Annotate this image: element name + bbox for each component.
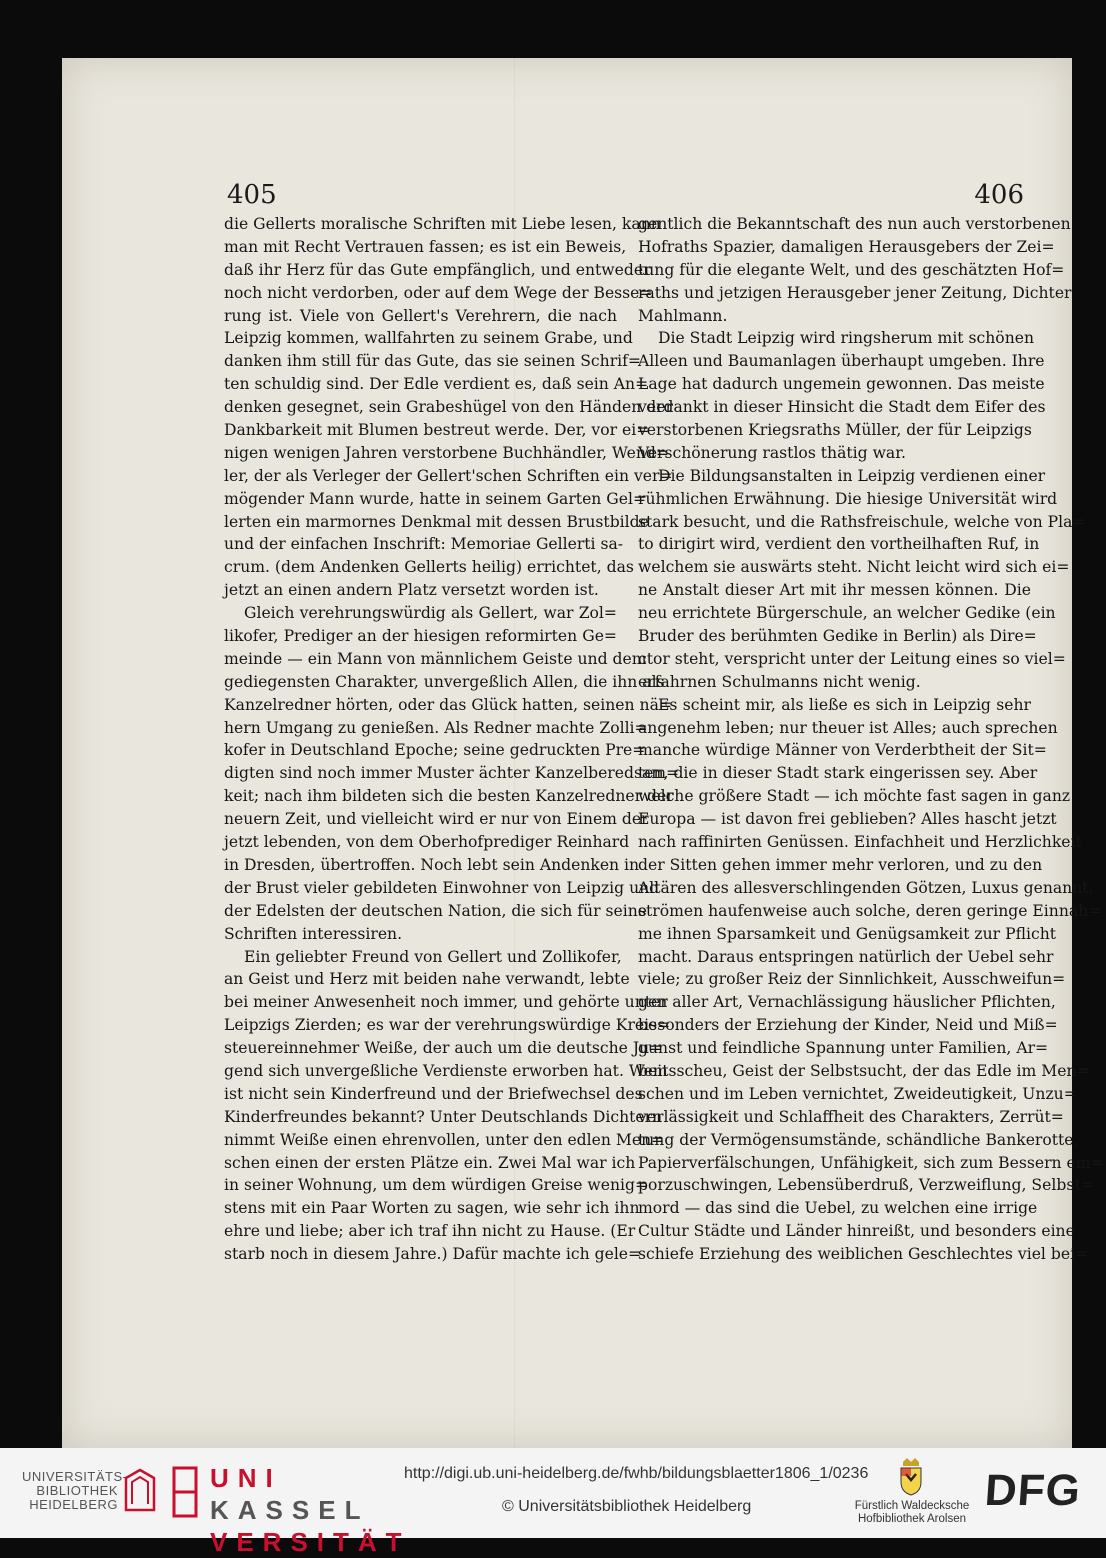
dfg-logo-text: DFG: [983, 1466, 1083, 1515]
waldeck-crest-icon: [897, 1456, 925, 1496]
text-line: bei meiner Anwesenheit noch immer, und gehörte unter: [224, 993, 668, 1012]
text-line: stens mit ein Paar Worten zu sagen, wie sehr ich ihn: [224, 1199, 640, 1218]
right-page-text: [638, 213, 1104, 1266]
text-line: nigen wenigen Jahren verstorbene Buchhändler, Wend=: [224, 443, 669, 462]
text-line: erfahrnen Schulmanns nicht wenig.: [638, 672, 921, 691]
text-line: Mahlmann.: [638, 306, 728, 325]
text-line: jetzt an einen andern Platz versetzt worden ist.: [224, 581, 599, 600]
text-line: Dankbarkeit mit Blumen bestreut werde. Der, vor ei=: [224, 421, 650, 440]
text-line: steuereinnehmer Weiße, der auch um die deutsche Ju=: [224, 1039, 663, 1058]
text-line: mord — das sind die Uebel, zu welchen eine irrige: [638, 1199, 1038, 1218]
text-line: Kanzelredner hörten, oder das Glück hatten, seinen nä=: [224, 695, 672, 714]
text-line: meinde — ein Mann von männlichem Geiste und dem: [224, 649, 647, 668]
text-line: schen einen der ersten Plätze ein. Zwei Mal war ich: [224, 1153, 636, 1172]
text-line: Papierverfälschungen, Unfähigkeit, sich zum Bessern em=: [638, 1153, 1104, 1172]
text-line: ler, der als Verleger der Gellert'schen Schriften ein ver=: [224, 466, 673, 485]
text-line: danken ihm still für das Gute, das sie seinen Schrif=: [224, 352, 641, 371]
text-line: Es scheint mir, als ließe es sich in Leipzig sehr: [658, 695, 1031, 714]
uni-kassel-logo[interactable]: [210, 1462, 411, 1558]
text-line: Ein geliebter Freund von Gellert und Zollikofer,: [244, 947, 622, 966]
text-line: manche würdige Männer von Verderbtheit der Sit=: [638, 741, 1047, 760]
text-line: rühmlichen Erwähnung. Die hiesige Universität wird: [638, 489, 1058, 508]
text-line: daß ihr Herz für das Gute empfänglich, und entweder: [224, 260, 651, 279]
text-line: noch nicht verdorben, oder auf dem Wege der Besse=: [224, 283, 653, 302]
text-line: gend sich unvergeßliche Verdienste erworben hat. Wem: [224, 1061, 668, 1080]
text-line: likofer, Prediger an der hiesigen reformirten Ge=: [224, 627, 617, 646]
waldeck-line: Hofbibliothek Arolsen: [857, 1513, 967, 1525]
text-line: neuern Zeit, und vielleicht wird er nur von Einem der: [224, 810, 649, 829]
waldeck-library-logo[interactable]: [842, 1500, 982, 1526]
text-line: an Geist und Herz mit beiden nahe verwandt, lebte: [224, 970, 630, 989]
text-line: lerten ein marmornes Denkmal mit dessen Brustbilde: [224, 512, 649, 531]
text-line: Leipzigs Zierden; es war der verehrungswürdige Kreis=: [224, 1016, 671, 1035]
text-line: ten schuldig sind. Der Edle verdient es, daß sein An=: [224, 375, 649, 394]
text-line: angenehm leben; nur theuer ist Alles; auch sprechen: [638, 718, 1058, 737]
text-line: ehre und liebe; aber ich traf ihn nicht zu Hause. (Er: [224, 1222, 636, 1241]
text-line: digten sind noch immer Muster ächter Kanzelberedsam=: [224, 764, 680, 783]
text-line: welchem sie auswärts steht. Nicht leicht wird sich ei=: [638, 558, 1070, 577]
text-line: Alleen und Baumanlagen überhaupt umgeben. Ihre: [638, 352, 1045, 371]
text-line: starb noch in diesem Jahre.) Dafür machte ich gele=: [224, 1245, 642, 1264]
uni-heidelberg-line: HEIDELBERG: [29, 1497, 118, 1512]
text-line: in seiner Wohnung, um dem würdigen Greise wenig=: [224, 1176, 649, 1195]
uni-kassel-mark-icon: [170, 1464, 200, 1520]
heidelberg-seal-icon: [122, 1468, 158, 1514]
dfg-logo[interactable]: [985, 1466, 1081, 1516]
text-line: der Brust vieler gebildeten Einwohner von Leipzig und: [224, 878, 660, 897]
text-line: welche größere Stadt — ich möchte fast sagen in ganz: [638, 787, 1071, 806]
permalink[interactable]: http://digi.ub.uni-heidelberg.de/fwhb/bildungsblaetter1806_1/0236: [404, 1465, 869, 1482]
text-line: die Gellerts moralische Schriften mit Liebe lesen, kann: [224, 215, 661, 233]
text-line: me ihnen Sparsamkeit und Genügsamkeit zur Pflicht: [638, 924, 1057, 943]
text-line: man mit Recht Vertrauen fassen; es ist ein Beweis,: [224, 237, 627, 256]
text-line: gediegensten Charakter, unvergeßlich Allen, die ihn als: [224, 672, 665, 691]
uni-heidelberg-line: BIBLIOTHEK: [36, 1483, 118, 1498]
text-line: Verschönerung rastlos thätig war.: [638, 443, 906, 462]
left-page-number: 405: [227, 180, 277, 210]
text-line: jetzt lebenden, von dem Oberhofprediger Reinhard: [224, 833, 630, 852]
text-line: Hofraths Spazier, damaligen Herausgebers der Zei=: [638, 237, 1055, 256]
text-line: gen aller Art, Vernachlässigung häuslicher Pflichten,: [638, 993, 1056, 1012]
text-line: hern Umgang zu genießen. Als Redner machte Zolli=: [224, 718, 648, 737]
text-line: ne Anstalt dieser Art mit ihr messen können. Die: [638, 581, 1031, 600]
text-line: nimmt Weiße einen ehrenvollen, unter den edlen Men=: [224, 1130, 665, 1149]
text-line: stark besucht, und die Rathsfreischule, welche von Pla=: [638, 512, 1086, 531]
text-line: Bruder des berühmten Gedike in Berlin) als Dire=: [638, 627, 1037, 646]
text-line: kofer in Deutschland Epoche; seine gedruckten Pre=: [224, 741, 646, 760]
text-line: beitsscheu, Geist der Selbstsucht, der das Edle im Men=: [638, 1061, 1090, 1080]
text-line: raths und jetzigen Herausgeber jener Zeitung, Dichter: [638, 283, 1072, 302]
text-line: verlässigkeit und Schlaffheit des Charakters, Zerrüt=: [638, 1107, 1064, 1126]
text-line: und der einfachen Inschrift: Memoriae Gellerti sa-: [224, 535, 624, 554]
text-line: verdankt in dieser Hinsicht die Stadt dem Eifer des: [638, 398, 1046, 417]
text-line: gentlich die Bekanntschaft des nun auch verstorbenen: [638, 215, 1071, 233]
text-line: Die Stadt Leipzig wird ringsherum mit schönen: [658, 329, 1035, 348]
text-line: Lage hat dadurch ungemein gewonnen. Das meiste: [638, 375, 1045, 394]
text-line: denken gesegnet, sein Grabeshügel von den Händen der: [224, 398, 673, 417]
text-line: Die Bildungsanstalten in Leipzig verdienen einer: [658, 466, 1046, 485]
text-line: Gleich verehrungswürdig als Gellert, war Zol=: [244, 604, 617, 623]
text-line: crum. (dem Andenken Gellerts heilig) errichtet, das: [224, 558, 634, 577]
text-line: der Sitten gehen immer mehr verloren, und zu den: [638, 855, 1043, 874]
text-line: neu errichtete Bürgerschule, an welcher Gedike (ein: [638, 604, 1056, 623]
kassel-versitaet: VERSITÄT: [210, 1527, 411, 1557]
text-line: Kinderfreundes bekannt? Unter Deutschlands Dichtern: [224, 1107, 663, 1126]
kassel-uni: UNI: [210, 1463, 282, 1493]
copyright-notice: © Universitätsbibliothek Heidelberg: [502, 1498, 752, 1515]
viewer-footer: [0, 1448, 1106, 1557]
uni-heidelberg-logo[interactable]: [22, 1469, 128, 1512]
text-line: mögender Mann wurde, hatte in seinem Garten Gel=: [224, 489, 647, 508]
text-line: Leipzig kommen, wallfahrten zu seinem Grabe, und: [224, 329, 633, 348]
text-line: macht. Daraus entspringen natürlich der Uebel sehr: [638, 947, 1054, 966]
text-line: Schriften interessiren.: [224, 924, 403, 943]
text-line: Cultur Städte und Länder hinreißt, und besonders eine: [638, 1222, 1075, 1241]
text-line: keit; nach ihm bildeten sich die besten Kanzelredner der: [224, 787, 674, 806]
left-page-text: [224, 213, 680, 1266]
text-line: der Edelsten der deutschen Nation, die sich für seine: [224, 901, 647, 920]
text-line: ten, die in dieser Stadt stark eingerissen sey. Aber: [638, 764, 1038, 783]
text-line: schen und im Leben vernichtet, Zweideutigkeit, Unzu=: [638, 1084, 1077, 1103]
text-line: verstorbenen Kriegsraths Müller, der für Leipzigs: [638, 421, 1032, 440]
text-line: to dirigirt wird, verdient den vortheilhaften Ruf, in: [638, 535, 1040, 554]
text-line: Europa — ist davon frei geblieben? Alles hascht jetzt: [638, 810, 1057, 829]
text-line: ist nicht sein Kinderfreund und der Briefwechsel des: [224, 1084, 643, 1103]
text-line: rung ist. Viele von Gellert's Verehrern, die nach: [224, 306, 617, 325]
text-line: schiefe Erziehung des weiblichen Geschlechtes viel bei=: [638, 1245, 1089, 1264]
text-line: strömen haufenweise auch solche, deren geringe Einnah=: [638, 901, 1102, 920]
text-line: besonders der Erziehung der Kinder, Neid und Miß=: [638, 1016, 1058, 1035]
text-line: tung der Vermögensumstände, schändliche Bankerotte,: [638, 1130, 1079, 1149]
scanned-book-spread: [62, 58, 1104, 1448]
kassel-name: KASSEL: [210, 1495, 370, 1525]
right-page-number: 406: [974, 180, 1024, 210]
waldeck-line: Fürstlich Waldecksche: [854, 1500, 970, 1512]
text-line: porzuschwingen, Lebensüberdruß, Verzweiflung, Selbst=: [638, 1176, 1094, 1195]
text-line: ctor steht, verspricht unter der Leitung eines so viel=: [638, 649, 1066, 668]
text-line: tung für die elegante Welt, und des geschätzten Hof=: [638, 260, 1065, 279]
text-line: nach raffinirten Genüssen. Einfachheit und Herzlichkeit: [638, 833, 1082, 852]
text-line: viele; zu großer Reiz der Sinnlichkeit, Ausschweifun=: [638, 970, 1066, 989]
text-line: gunst und feindliche Spannung unter Familien, Ar=: [638, 1039, 1049, 1058]
text-line: Altären des allesverschlingenden Götzen, Luxus genannt,: [638, 878, 1094, 897]
uni-heidelberg-line: UNIVERSITÄTS-: [22, 1469, 128, 1484]
text-line: in Dresden, übertroffen. Noch lebt sein Andenken in: [224, 855, 640, 874]
